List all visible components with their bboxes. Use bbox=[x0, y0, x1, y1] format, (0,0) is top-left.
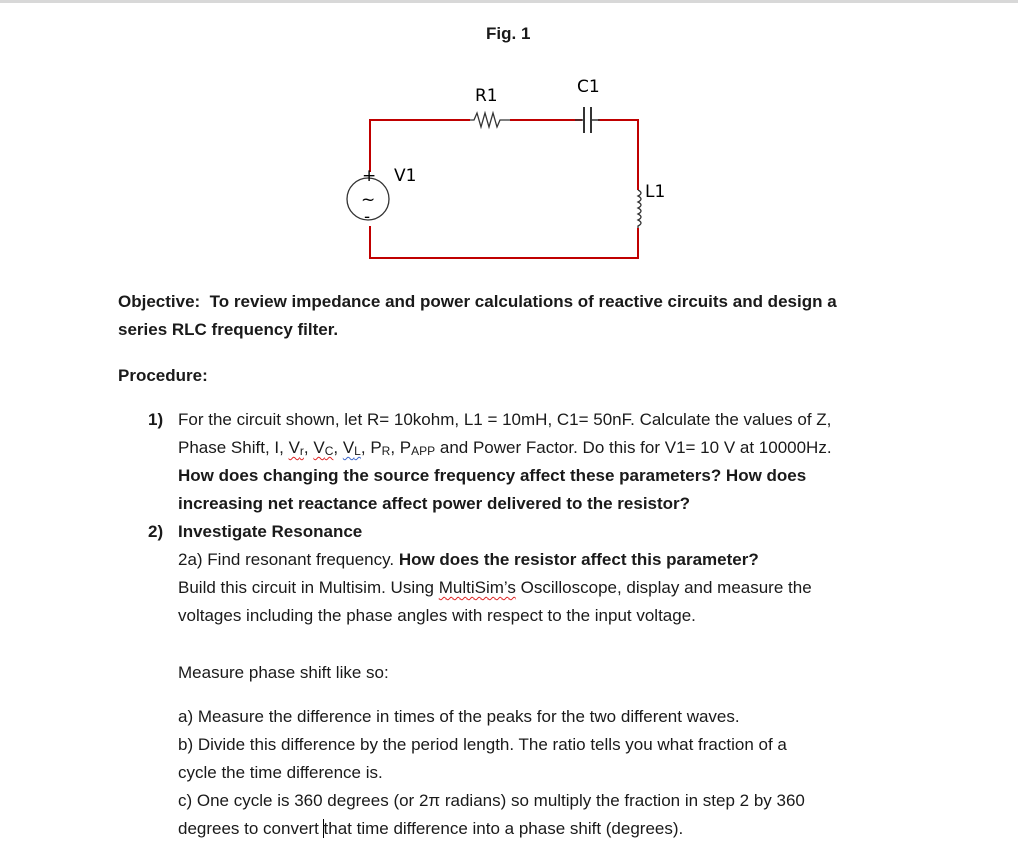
item-1-line-2a: Phase Shift, I, bbox=[178, 438, 289, 457]
procedure-heading: Procedure: bbox=[118, 366, 208, 385]
c1-label: C1 bbox=[577, 77, 600, 97]
item-1-line-2: Phase Shift, I, $V_r$, $V_C$, $V_L$, $P_R$, $P_{APP}$ and Power Factor. Do this for V1= 10 V at 10000Hz. bbox=[178, 438, 832, 458]
r1-label: R1 bbox=[475, 86, 498, 106]
circuit-diagram bbox=[0, 0, 1018, 300]
build-line-2: voltages including the phase angles with respect to the input voltage. bbox=[178, 606, 696, 625]
item-1-line-3: How does changing the source frequency affect these parameters? How does bbox=[178, 466, 807, 485]
v-r-symbol: $V_r$ bbox=[288, 438, 304, 458]
item-1-line-4: increasing net reactance affect power delivered to the resistor? bbox=[178, 494, 691, 513]
source-plus: + bbox=[362, 166, 377, 186]
figure-title: Fig. 1 bbox=[486, 24, 531, 43]
measure-step-c-line-1: c) One cycle is 360 degrees (or 2π radians) so multiply the fraction in step 2 by 360 bbox=[178, 791, 805, 810]
build-line-1: Build this circuit in Multisim. Using MultiSim’s Oscilloscope, display and measure the bbox=[178, 578, 812, 597]
resistor-symbol bbox=[470, 113, 510, 127]
p-r-symbol: $P_R$ bbox=[370, 438, 391, 458]
source-minus: - bbox=[364, 207, 371, 227]
source-tilde: ~ bbox=[361, 190, 376, 210]
measure-step-a: a) Measure the difference in times of the peaks for the two different waves. bbox=[178, 707, 740, 726]
item-1-number: 1) bbox=[148, 410, 164, 429]
v-l-symbol: $V_L$ bbox=[342, 438, 361, 458]
v1-label: V1 bbox=[394, 166, 417, 186]
objective-label: Objective: bbox=[118, 292, 201, 311]
wire-bottom bbox=[370, 226, 638, 258]
capacitor-symbol bbox=[575, 107, 600, 133]
measure-step-b-line-1: b) Divide this difference by the period length. The ratio tells you what fraction of a bbox=[178, 735, 787, 754]
objective-line-1 bbox=[118, 288, 837, 316]
v-c-symbol: $V_C$ bbox=[313, 438, 334, 458]
p-app-symbol: $P_{APP}$ bbox=[399, 438, 436, 458]
item-1-line-2b: and Power Factor. Do this for V1= 10 V at 10000Hz. bbox=[435, 438, 832, 457]
ac-source-symbol bbox=[347, 166, 389, 227]
objective-text-1: To review impedance and power calculations of reactive circuits and design a bbox=[209, 292, 837, 311]
item-2-number: 2) bbox=[148, 522, 164, 541]
item-2a-question: How does the resistor affect this parameter? bbox=[398, 550, 759, 569]
wire-top-right bbox=[598, 120, 638, 190]
wire-top-left bbox=[370, 120, 470, 172]
inductor-symbol bbox=[638, 190, 641, 228]
item-2a-line bbox=[178, 546, 759, 574]
item-1-line-1: For the circuit shown, let R= 10kohm, L1 = 10mH, C1= 50nF. Calculate the values of Z, bbox=[178, 410, 832, 429]
item-2a-text: 2a) Find resonant frequency. bbox=[178, 550, 399, 569]
multisim-word: MultiSim’s bbox=[438, 578, 516, 597]
l1-label: L1 bbox=[645, 182, 666, 202]
measure-step-c-line-2: degrees to convert that time difference into a phase shift (degrees). bbox=[178, 819, 684, 838]
objective-line-2: series RLC frequency filter. bbox=[118, 320, 339, 339]
measure-intro: Measure phase shift like so: bbox=[178, 663, 389, 682]
measure-step-b-line-2: cycle the time difference is. bbox=[178, 763, 383, 782]
item-2-heading: Investigate Resonance bbox=[178, 522, 363, 541]
